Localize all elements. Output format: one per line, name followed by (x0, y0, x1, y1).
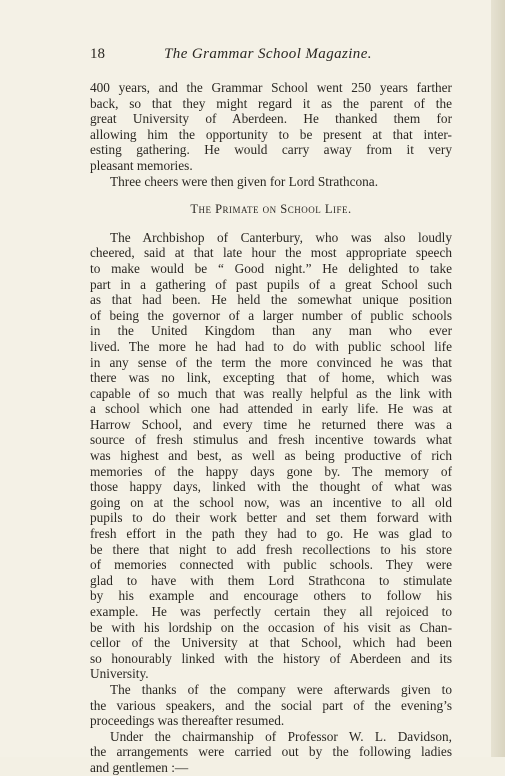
text-line: so honourably linked with the history of Aberdeen and its (90, 650, 452, 666)
text-line: cheered, said at that late hour the most appropriate speech (90, 245, 452, 261)
text-line: Three cheers were then given for Lord Strathcona. (110, 173, 379, 189)
paragraph-5 (90, 729, 452, 776)
running-title: The Grammar School Magazine. (164, 46, 372, 62)
text-line: 400 years, and the Grammar School went 250 years farther (90, 80, 452, 95)
text-line: esting gathering. He would carry away from it very (90, 142, 452, 158)
text-line: as that had been. He held the somewhat unique position (90, 292, 452, 308)
text-line: part in a gathering of past pupils of a great School such (90, 276, 452, 292)
text-line: proceedings was thereafter resumed. (90, 713, 285, 729)
section-heading-text: The Primate on School Life. (190, 202, 352, 217)
text-line: those happy days, linked with the thought of what was (90, 479, 452, 495)
text-line: and gentlemen :— (90, 759, 189, 775)
text-line: by his example and encourage others to follow his (90, 588, 452, 604)
text-line: a school which one had attended in early life. He was at (90, 401, 452, 417)
paragraph-3 (90, 230, 452, 682)
text-line: in the United Kingdom than any man who ever (90, 323, 452, 339)
text-line: glad to have with them Lord Strathcona to stimulate (90, 572, 452, 588)
text-line: memories of the happy days gone by. The memory of (90, 463, 452, 479)
text-line: be there that night to add fresh recollections to his store (90, 541, 452, 557)
text-line: going on at the school now, was an incentive to all old (90, 494, 452, 510)
paragraph-1 (90, 80, 452, 174)
article-body (90, 80, 452, 776)
text-line: back, so that they might regard it as the parent of the (90, 95, 452, 111)
page-header (90, 46, 446, 66)
text-line: source of fresh stimulus and fresh incentive towards what (90, 432, 452, 448)
paragraph-4 (90, 682, 452, 729)
text-line: fresh effort in the path they had to go. He was glad to (90, 526, 452, 542)
text-line: of memories connected with public schools. They were (90, 557, 452, 573)
text-line: great University of Aberdeen. He thanked them for (90, 111, 452, 127)
page-number: 18 (90, 46, 105, 62)
text-line: in any sense of the term the more convinced he was that (90, 354, 452, 370)
text-line: lived. The more he had had to do with public school life (90, 338, 452, 354)
text-line: pupils to do their work better and set them forward with (90, 510, 452, 526)
text-line: cellor of the University at that School, which had been (90, 635, 452, 651)
text-line: capable of so much that was really helpful as the link with (90, 385, 452, 401)
page-edge (491, 0, 505, 757)
text-line: to make would be “ Good night.” He delighted to take (90, 260, 452, 276)
text-line: the various speakers, and the social part of the evening’s (90, 697, 452, 713)
text-line: Under the chairmanship of Professor W. L. Davidson, (110, 728, 452, 744)
text-line: allowing him the opportunity to be present at that inter- (90, 126, 452, 142)
text-line: The thanks of the company were afterwards given to (110, 681, 452, 697)
paragraph-2 (90, 174, 452, 190)
section-heading (90, 202, 452, 218)
text-line: University. (90, 666, 149, 682)
text-line: was highest and best, as well as being productive of rich (90, 448, 452, 464)
text-line: pleasant memories. (90, 157, 193, 173)
text-line: there was no link, excepting that of home, which was (90, 370, 452, 386)
text-line: example. He was perfectly certain they all rejoiced to (90, 604, 452, 619)
text-line: be with his lordship on the occasion of his visit as Chan- (90, 619, 452, 635)
text-line: The Archbishop of Canterbury, who was also loudly (110, 229, 452, 245)
text-line: Harrow School, and every time he returned there was a (90, 416, 452, 432)
text-line: the arrangements were carried out by the following ladies (90, 744, 452, 760)
text-line: of being the governor of a larger number of public schools (90, 307, 452, 323)
